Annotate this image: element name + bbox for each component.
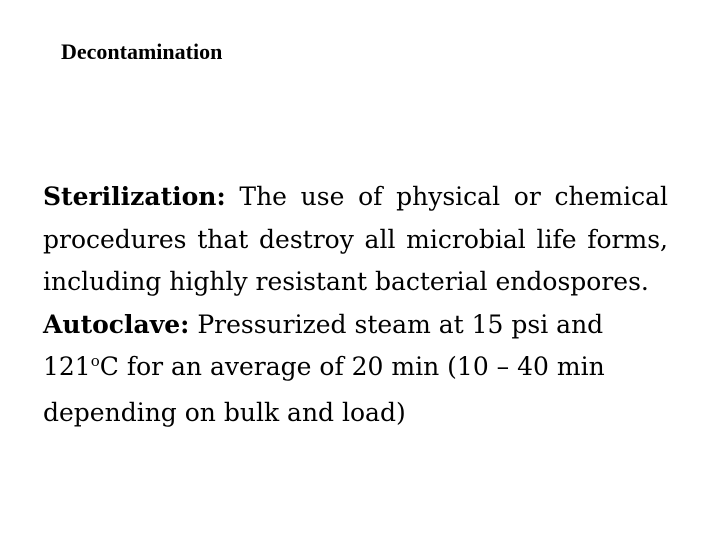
sterilization-term: Sterilization: bbox=[43, 182, 226, 211]
sterilization-text: The use of physical or chemical procedures that destroy all microbial life forms, including highly resistant bacterial endospores. bbox=[43, 182, 668, 296]
autoclave-text-before: Pressurized steam at 15 psi and 121 bbox=[43, 309, 604, 381]
degree-symbol: o bbox=[90, 352, 100, 370]
autoclave-definition bbox=[43, 304, 668, 435]
autoclave-term: Autoclave: bbox=[43, 309, 190, 339]
definitions-body bbox=[43, 176, 668, 434]
autoclave-text-after: C for an average of 20 min (10 – 40 min depending on bulk and load) bbox=[43, 352, 605, 427]
sterilization-definition bbox=[43, 176, 668, 304]
slide-title: Decontamination bbox=[61, 39, 223, 64]
